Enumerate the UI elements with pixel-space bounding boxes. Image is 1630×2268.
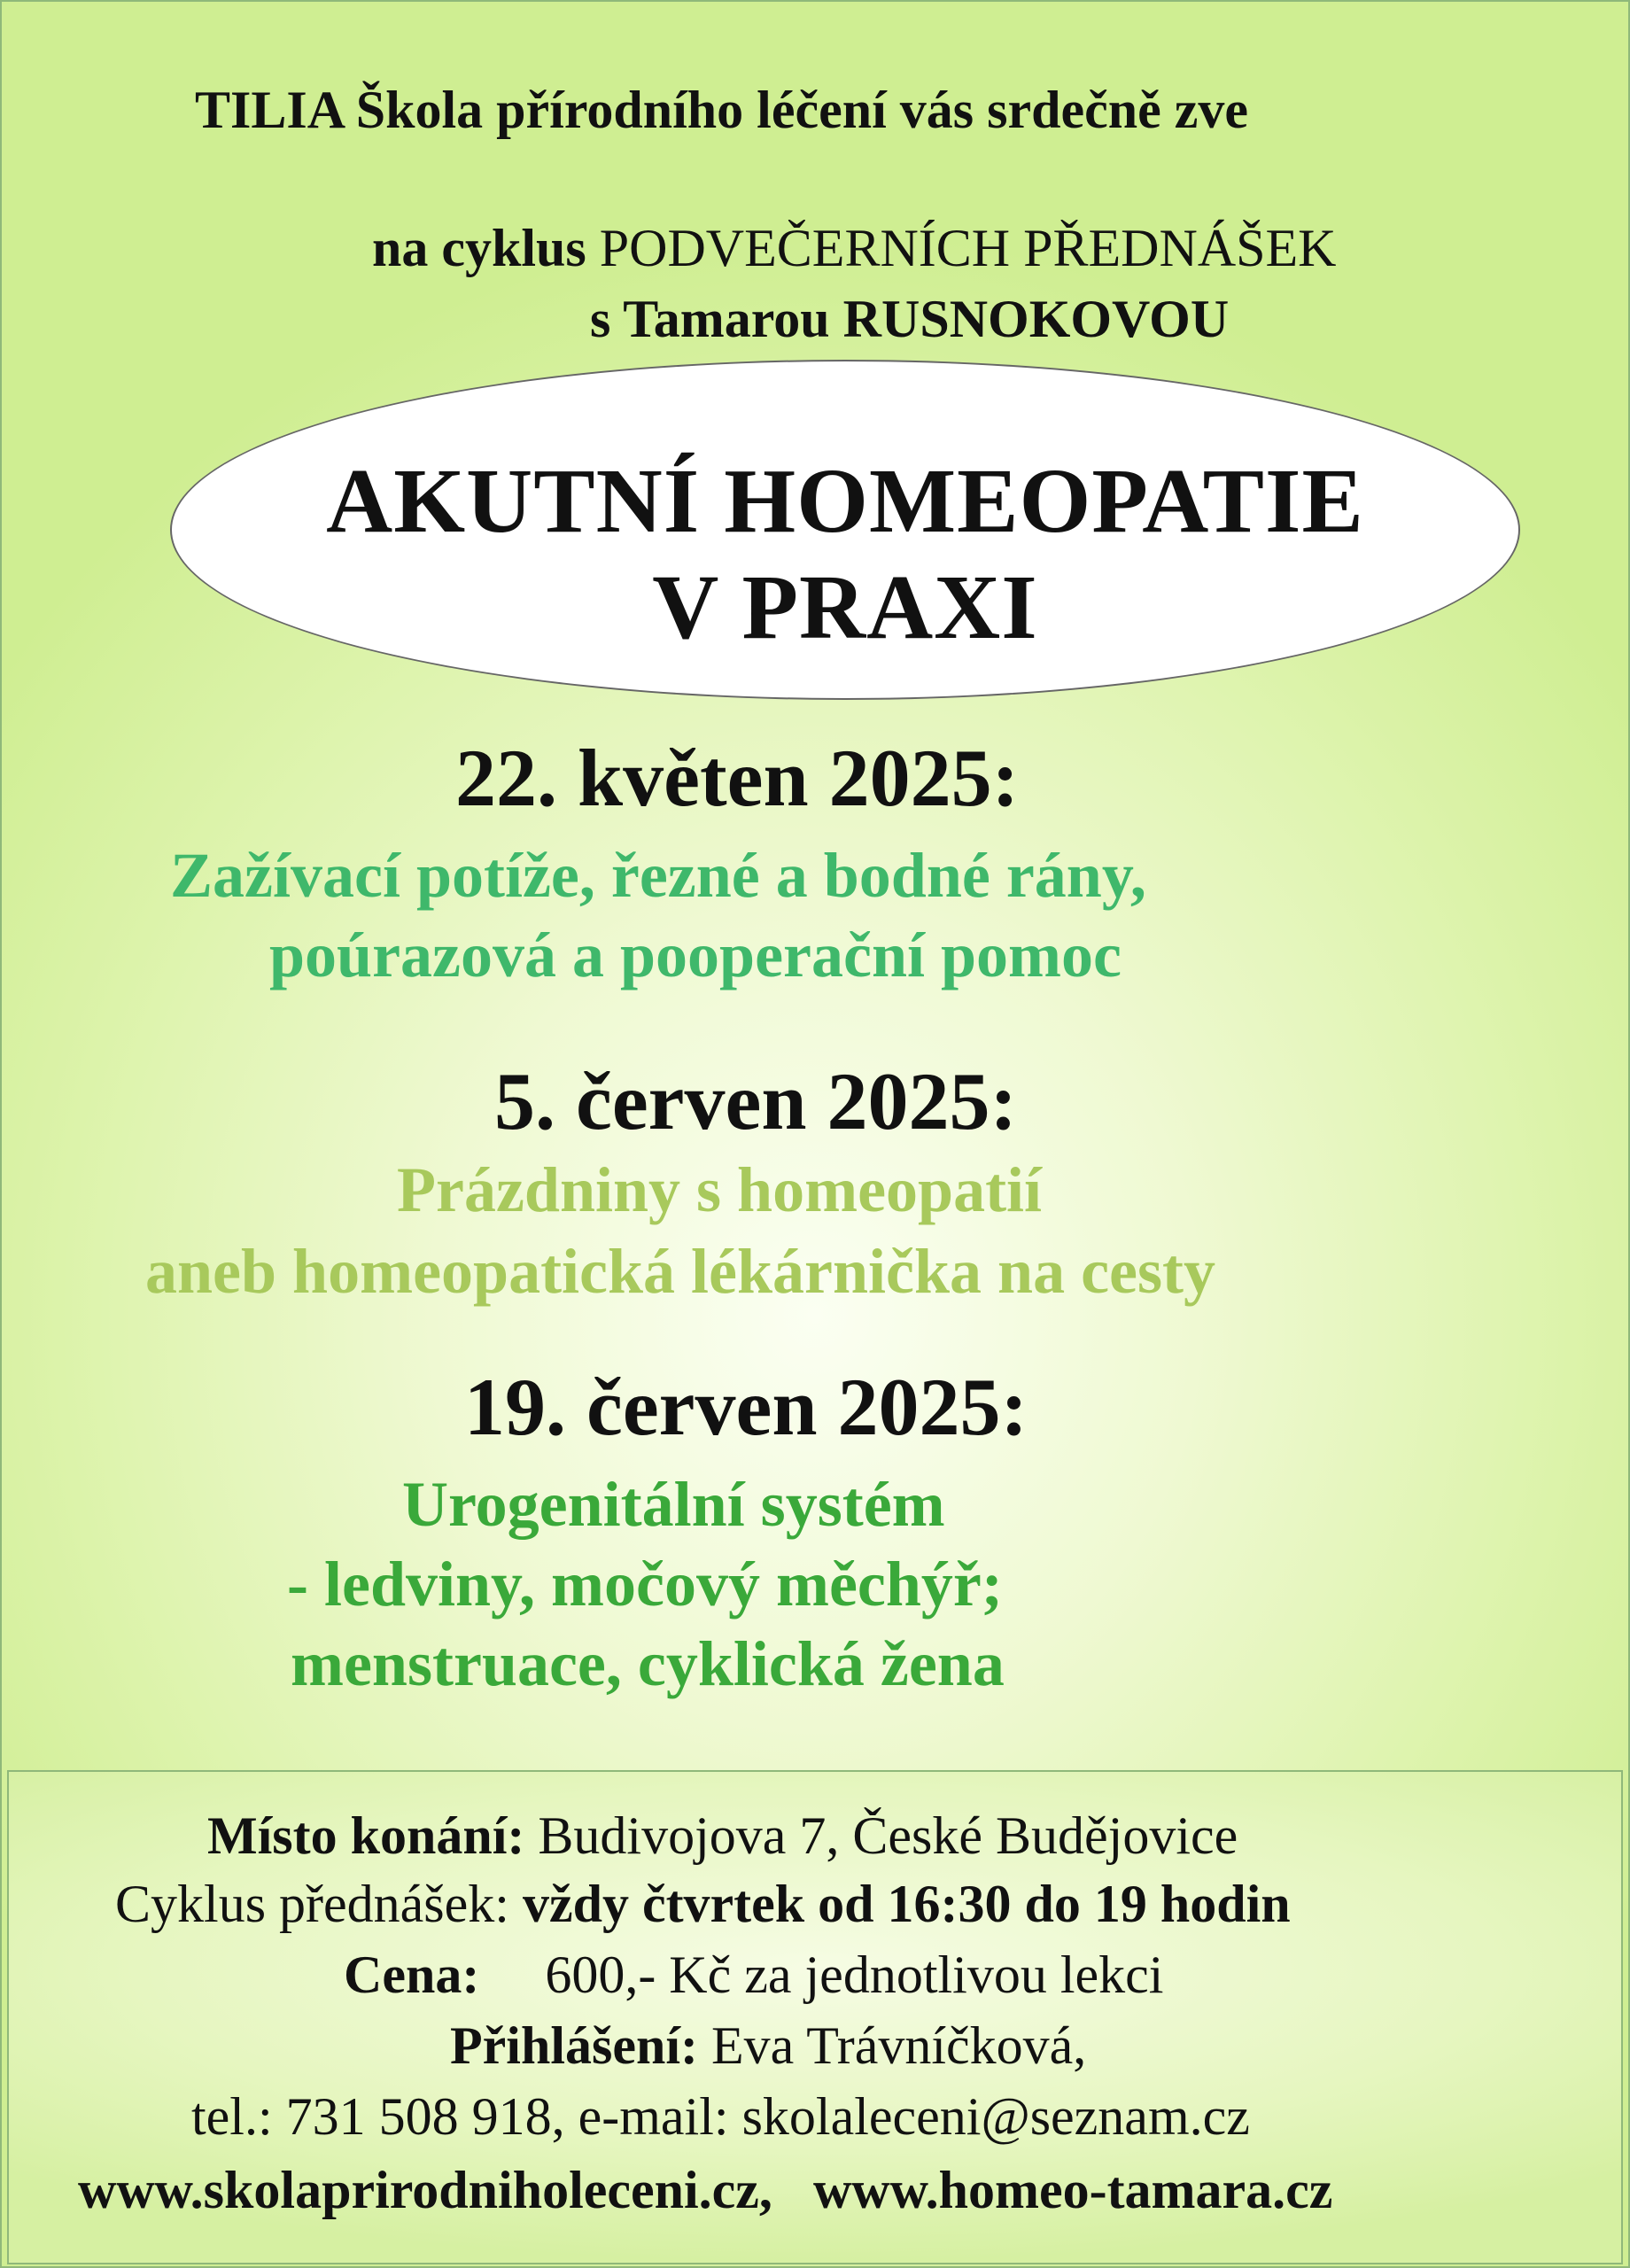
- website-link-1[interactable]: www.skolaprirodniholeceni.cz,: [78, 2161, 772, 2219]
- signup-value: Eva Trávníčková,: [711, 2016, 1087, 2075]
- lecture-2-date: 5. červen 2025:: [494, 1056, 1018, 1146]
- websites-line: [78, 2163, 1332, 2217]
- signup-label: Přihlášení:: [450, 2016, 698, 2075]
- lecture-3-topic-line-2: - ledviny, močový měchýř;: [287, 1549, 1003, 1619]
- schedule-value: vždy čtvrtek od 16:30 do 19 hodin: [522, 1875, 1291, 1933]
- venue-label: Místo konání:: [207, 1806, 525, 1865]
- title-line-2: V PRAXI: [652, 556, 1038, 658]
- schedule-line: [115, 1875, 1291, 1933]
- cycle-line: [372, 221, 1337, 275]
- lecture-2-topic-line-1: Prázdniny s homeopatií: [397, 1154, 1043, 1225]
- lecture-1-date: 22. květen 2025:: [455, 733, 1020, 823]
- venue-line: [207, 1806, 1238, 1865]
- lecturer-line: s Tamarou RUSNOKOVOU: [590, 290, 1230, 348]
- lecture-3-date: 19. červen 2025:: [464, 1362, 1028, 1452]
- website-link-2[interactable]: www.homeo-tamara.cz: [812, 2161, 1333, 2219]
- price-line: [344, 1946, 1164, 2004]
- contact-line: tel.: 731 508 918, e-mail: skolaleceni@seznam.cz: [191, 2087, 1250, 2146]
- lecture-3-topic-line-1: Urogenitální systém: [402, 1469, 945, 1540]
- lecture-2-topic-line-2: aneb homeopatická lékárnička na cesty: [145, 1236, 1216, 1307]
- schedule-label: Cyklus přednášek:: [115, 1875, 509, 1933]
- invitation-line: TILIA Škola přírodního léčení vás srdečně zve: [195, 81, 1248, 139]
- price-value: 600,- Kč za jednotlivou lekci: [545, 1946, 1164, 2004]
- lecture-1-topic-line-1: Zažívací potíže, řezné a bodné rány,: [170, 840, 1146, 911]
- price-label: Cena:: [344, 1946, 480, 2004]
- title-line-1: AKUTNÍ HOMEOPATIE: [326, 450, 1364, 552]
- lecture-3-topic-line-3: menstruace, cyklická žena: [291, 1628, 1005, 1699]
- signup-line: [450, 2016, 1087, 2075]
- venue-value: Budivojova 7, České Budějovice: [538, 1806, 1238, 1865]
- lecture-1-topic-line-2: poúrazová a pooperační pomoc: [269, 920, 1122, 990]
- cycle-name: PODVEČERNÍCH PŘEDNÁŠEK: [599, 219, 1337, 277]
- cycle-prefix: na cyklus: [372, 219, 586, 277]
